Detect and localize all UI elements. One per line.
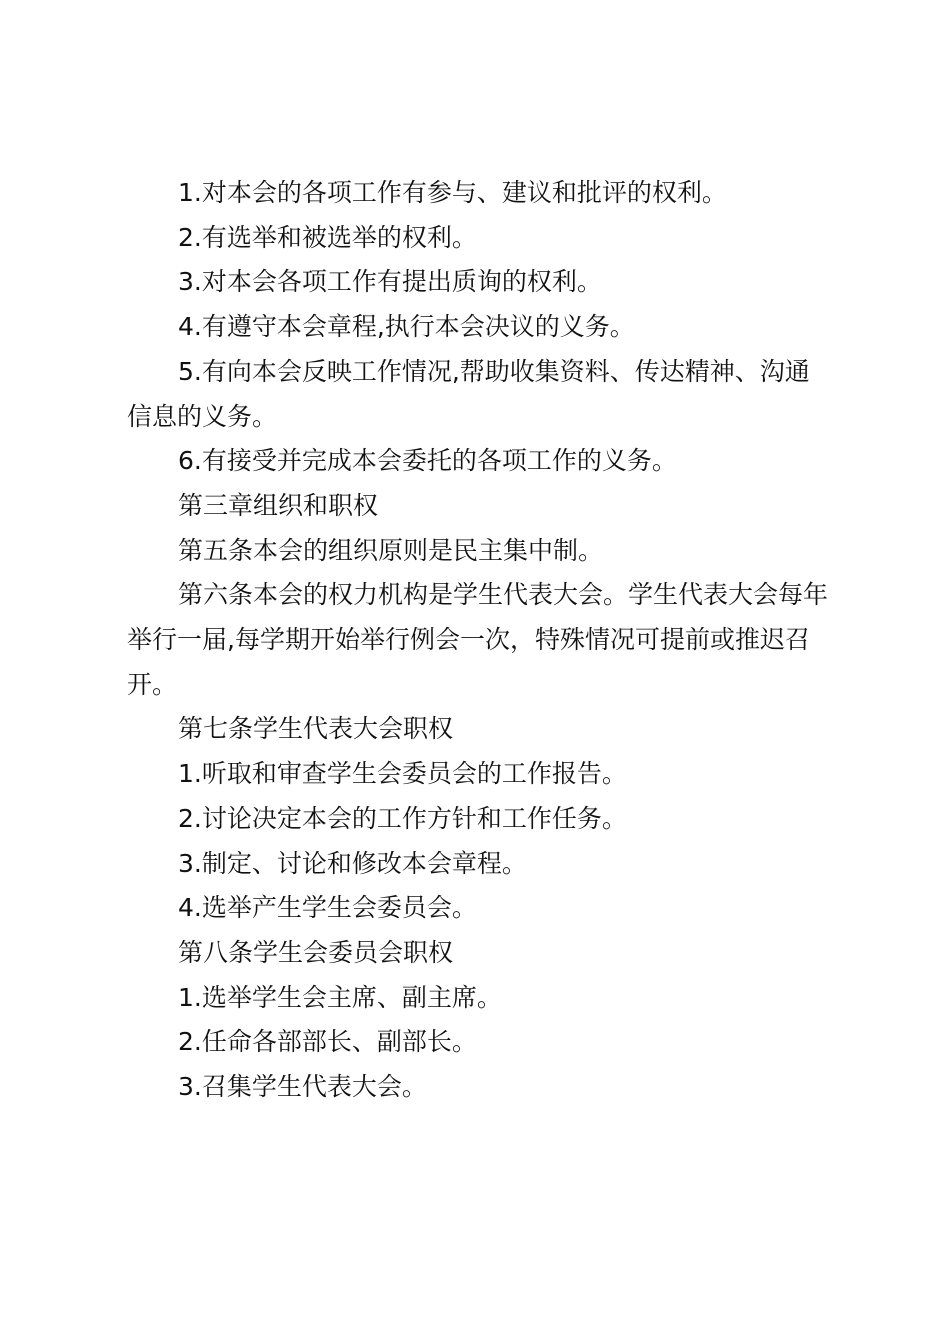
article-eight-heading: 第八条学生会委员会职权 <box>178 937 454 967</box>
paragraph-member-right-3: 3.对本会各项工作有提出质询的权利。 <box>178 267 602 297</box>
paragraph-member-duty-6: 6.有接受并完成本会委托的各项工作的义务。 <box>178 446 677 476</box>
congress-power-3: 3.制定、讨论和修改本会章程。 <box>178 848 527 878</box>
congress-power-2: 2.讨论决定本会的工作方针和工作任务。 <box>178 803 627 833</box>
committee-power-3: 3.召集学生代表大会。 <box>178 1072 427 1102</box>
committee-power-2: 2.任命各部部长、副部长。 <box>178 1027 477 1057</box>
paragraph-member-duty-4: 4.有遵守本会章程,执行本会决议的义务。 <box>178 312 635 342</box>
committee-power-1: 1.选举学生会主席、副主席。 <box>178 982 502 1012</box>
paragraph-member-right-1: 1.对本会的各项工作有参与、建议和批评的权利。 <box>178 178 727 207</box>
article-seven-heading: 第七条学生代表大会职权 <box>178 714 454 744</box>
article-six: 第六条本会的权力机构是学生代表大会。学生代表大会每年举行一届,每学期开始举行例会一次，特殊情况可提前或推迟召开。 <box>127 580 829 699</box>
chapter-three-heading: 第三章组织和职权 <box>178 490 379 520</box>
document-body <box>127 171 833 1110</box>
paragraph-member-right-2: 2.有选举和被选举的权利。 <box>178 222 477 252</box>
article-five: 第五条本会的组织原则是民主集中制。 <box>178 535 604 565</box>
paragraph-member-duty-5: 5.有向本会反映工作情况,帮助收集资料、传达精神、沟通信息的义务。 <box>127 356 810 431</box>
congress-power-1: 1.听取和审查学生会委员会的工作报告。 <box>178 759 627 789</box>
congress-power-4: 4.选举产生学生会委员会。 <box>178 893 477 923</box>
